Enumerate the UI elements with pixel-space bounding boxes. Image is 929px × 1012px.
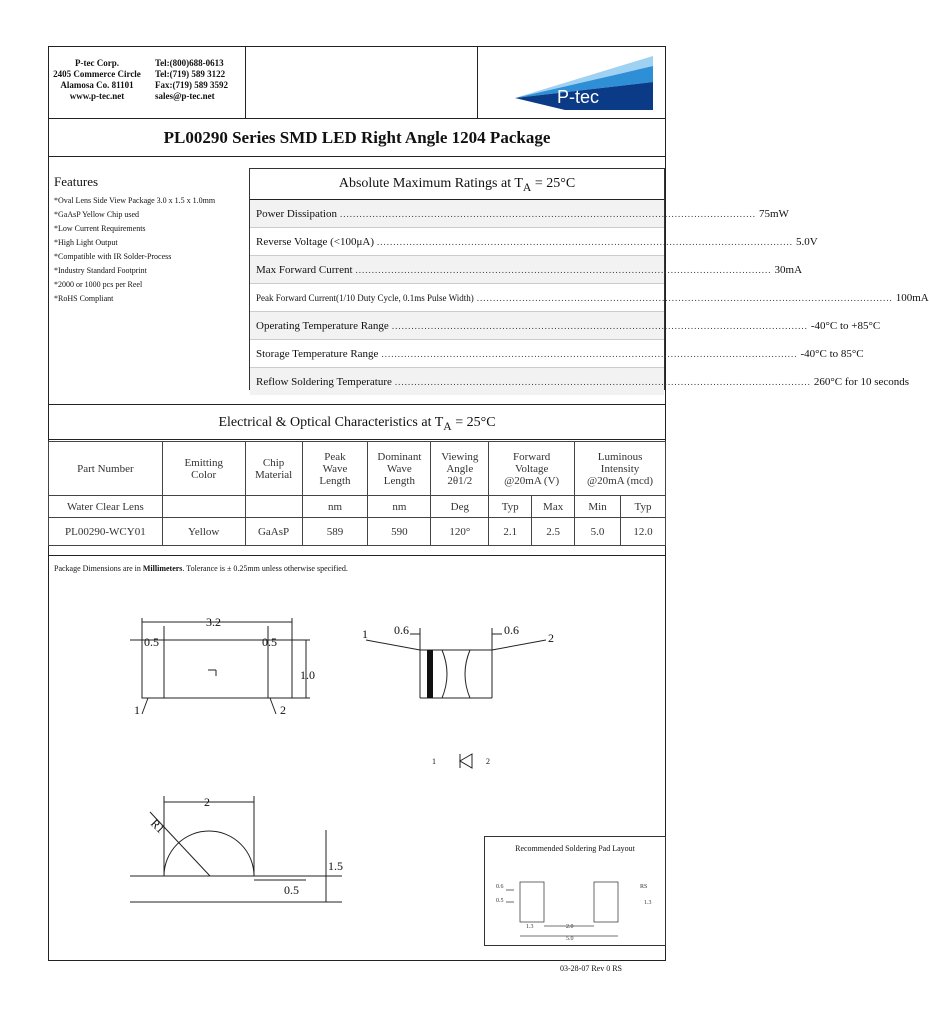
eo-th-line: @20mA (V) xyxy=(504,474,560,487)
eo-unit-peak: nm xyxy=(302,496,368,518)
eo-table xyxy=(48,441,666,546)
section-divider xyxy=(48,555,666,556)
amr-label: Reverse Voltage (<100μA) xyxy=(256,235,375,248)
amr-row-reverse-voltage xyxy=(250,228,818,256)
eo-peak: 589 xyxy=(302,518,368,546)
company-web[interactable]: www.p-tec.net xyxy=(69,91,125,101)
eo-th-line: Length xyxy=(319,474,351,487)
solder-dim: 2.0 xyxy=(566,924,574,930)
company-address-2: Alamosa Co. 81101 xyxy=(60,80,134,90)
side-pin-2-label: 2 xyxy=(548,631,554,645)
contact-email[interactable]: sales@p-tec.net xyxy=(155,91,215,101)
revision-footer: 03-28-07 Rev 0 RS xyxy=(560,964,622,973)
amr-value: -40°C to 85°C xyxy=(800,347,864,360)
dim-right-offset: 0.5 xyxy=(262,635,277,649)
eo-th-emit xyxy=(162,442,245,496)
eo-th-line: Emitting xyxy=(184,456,223,469)
amr-heading-sub: A xyxy=(522,180,532,194)
company-info xyxy=(52,58,142,102)
ptec-logo xyxy=(505,52,655,114)
circuit-cathode-label: 2 xyxy=(486,757,490,766)
amr-label: Power Dissipation xyxy=(256,207,337,220)
circuit-anode-label: 1 xyxy=(432,757,436,766)
amr-value: 75mW xyxy=(758,207,789,220)
eo-iv-typ: 12.0 xyxy=(621,518,666,546)
eo-th-line: Angle xyxy=(446,462,474,475)
feature-item: *2000 or 1000 pcs per Reel xyxy=(54,280,143,289)
eo-heading xyxy=(48,404,666,440)
amr-row-max-forward-current xyxy=(250,256,803,284)
amr-value: 5.0V xyxy=(796,235,818,248)
eo-th-line: Chip xyxy=(262,456,285,469)
package-note-tolerance: . Tolerance is ± 0.25mm unless otherwise specified. xyxy=(182,564,348,573)
amr-label: Operating Temperature Range xyxy=(256,319,389,332)
side-pin-1-label: 1 xyxy=(362,627,368,641)
feature-item: *GaAsP Yellow Chip used xyxy=(54,210,140,219)
eo-th-dominant xyxy=(368,442,431,496)
amr-leader: ................................................................................................................................ xyxy=(377,236,794,247)
eo-th-line: Length xyxy=(383,474,415,487)
lens-profile-drawing xyxy=(130,790,350,920)
amr-label: Max Forward Current xyxy=(256,263,353,276)
eo-th-line: Intensity xyxy=(600,462,640,475)
solder-dim: 0.5 xyxy=(496,898,504,904)
amr-value: -40°C to +85°C xyxy=(810,319,881,332)
dim-left-offset: 0.5 xyxy=(144,635,159,649)
eo-th-part: Part Number xyxy=(49,442,163,496)
eo-iv-min: 5.0 xyxy=(575,518,621,546)
eo-vf-typ: 2.1 xyxy=(489,518,532,546)
eo-unit-max: Max xyxy=(532,496,575,518)
eo-cell-empty xyxy=(162,496,245,518)
eo-header-row xyxy=(49,442,666,496)
eo-th-line: Forward xyxy=(513,450,551,463)
feature-item: *High Light Output xyxy=(54,238,118,247)
contact-tel-2: Tel:(719) 589 3122 xyxy=(155,69,226,79)
eo-unit-dominant: nm xyxy=(368,496,431,518)
package-note-unit: Millimeters xyxy=(142,564,183,573)
dim-side-left: 0.6 xyxy=(394,623,409,637)
contact-fax: Fax:(719) 589 3592 xyxy=(155,80,228,90)
eo-heading-suffix: = 25°C xyxy=(451,415,496,430)
contact-tel-1: Tel:(800)688-0613 xyxy=(155,58,224,68)
eo-th-chip xyxy=(245,442,302,496)
eo-th-line: Wave xyxy=(386,462,412,475)
dim-base-height: 0.5 xyxy=(284,883,299,897)
eo-th-line: Material xyxy=(254,468,293,481)
amr-leader: ................................................................................................................................ xyxy=(394,376,811,387)
eo-th-viewing xyxy=(431,442,489,496)
eo-part-number: PL00290-WCY01 xyxy=(49,518,163,546)
company-name: P-tec Corp. xyxy=(75,58,119,68)
feature-item: *Industry Standard Footprint xyxy=(54,266,147,275)
eo-unit-min: Min xyxy=(575,496,621,518)
eo-th-line: Color xyxy=(191,468,217,481)
solder-mark: RS xyxy=(640,884,648,890)
amr-leader: ................................................................................................................................ xyxy=(339,208,756,219)
header-col-divider-1 xyxy=(245,46,246,118)
eo-th-luminous xyxy=(575,442,666,496)
dim-side-right: 0.6 xyxy=(504,623,519,637)
eo-vf-max: 2.5 xyxy=(532,518,575,546)
feature-item: *Oval Lens Side View Package 3.0 x 1.5 x 1.0mm xyxy=(54,196,216,205)
side-view-cathode-band xyxy=(427,650,433,698)
amr-leader: ................................................................................................................................ xyxy=(381,348,798,359)
eo-th-peak xyxy=(302,442,368,496)
eo-th-line: 2θ1/2 xyxy=(447,474,473,487)
eo-th-line: Voltage xyxy=(514,462,549,475)
amr-row-peak-forward-current xyxy=(250,284,929,312)
eo-th-line: Viewing xyxy=(441,450,479,463)
package-note-text: Package Dimensions are in xyxy=(54,564,143,573)
solder-dim: 1.3 xyxy=(526,924,534,930)
amr-leader: ................................................................................................................................ xyxy=(476,292,893,303)
eo-th-line: Wave xyxy=(322,462,348,475)
eo-angle: 120° xyxy=(431,518,489,546)
title-divider xyxy=(48,156,666,157)
pin-1-label: 1 xyxy=(134,703,140,717)
feature-item: *Low Current Requirements xyxy=(54,224,146,233)
amr-heading-suffix: = 25°C xyxy=(531,176,576,191)
solder-dim: 0.6 xyxy=(496,884,504,890)
solder-dim: 1.3 xyxy=(644,900,652,906)
dim-height: 1.0 xyxy=(300,668,315,682)
contact-info xyxy=(155,58,245,102)
amr-row-reflow-temp xyxy=(250,368,910,395)
side-view-drawing xyxy=(360,620,560,710)
feature-item: *Compatible with IR Solder-Process xyxy=(54,252,172,261)
eo-th-line: Dominant xyxy=(377,450,422,463)
eo-chip: GaAsP xyxy=(245,518,302,546)
eo-unit-angle: Deg xyxy=(431,496,489,518)
logo-text: P-tec xyxy=(557,87,600,107)
document-title: PL00290 Series SMD LED Right Angle 1204 Package xyxy=(163,128,551,147)
amr-label: Peak Forward Current(1/10 Duty Cycle, 0.1ms Pulse Width) xyxy=(256,292,474,303)
eo-th-forward-voltage xyxy=(489,442,575,496)
eo-heading-sub: A xyxy=(443,419,452,433)
amr-label: Storage Temperature Range xyxy=(256,347,379,360)
eo-th-line: Luminous xyxy=(597,450,643,463)
features-list xyxy=(54,194,246,306)
features-heading: Features xyxy=(54,174,99,189)
package-note xyxy=(54,564,348,573)
amr-row-operating-temp xyxy=(250,312,881,340)
dim-length: 3.2 xyxy=(206,615,221,629)
amr-row-power xyxy=(250,200,789,228)
eo-heading-text: Electrical & Optical Characteristics at T xyxy=(218,415,444,430)
feature-item: *RoHS Compliant xyxy=(54,294,114,303)
amr-leader: ................................................................................................................................ xyxy=(355,264,772,275)
circuit-symbol xyxy=(428,750,500,772)
dim-lens-width: 2 xyxy=(204,795,210,809)
eo-units-row xyxy=(49,496,666,518)
amr-heading xyxy=(250,169,664,200)
dim-lens-height: 1.5 xyxy=(328,859,343,873)
amr-row-storage-temp xyxy=(250,340,864,368)
solder-dim: 5.0 xyxy=(566,936,574,942)
eo-th-line: @20mA (mcd) xyxy=(587,474,654,487)
header-divider xyxy=(48,118,666,119)
amr-value: 260°C for 10 seconds xyxy=(813,375,910,388)
amr-value: 100mA xyxy=(895,291,929,304)
eo-color: Yellow xyxy=(162,518,245,546)
eo-cell-empty xyxy=(245,496,302,518)
top-view-drawing xyxy=(120,610,330,720)
amr-leader: ................................................................................................................................ xyxy=(391,320,808,331)
absolute-max-ratings-box xyxy=(249,168,929,390)
company-address-1: 2405 Commerce Circle xyxy=(53,69,141,79)
header-col-divider-2 xyxy=(477,46,478,118)
eo-dominant: 590 xyxy=(368,518,431,546)
amr-heading-text: Absolute Maximum Ratings at T xyxy=(338,176,523,191)
solder-pad-title: Recommended Soldering Pad Layout xyxy=(515,844,635,853)
eo-unit-typ: Typ xyxy=(621,496,666,518)
eo-data-row xyxy=(49,518,666,546)
amr-label: Reflow Soldering Temperature xyxy=(256,375,392,388)
dim-radius: R1 xyxy=(147,816,168,837)
solder-pad-drawing xyxy=(490,860,660,942)
pin-2-label: 2 xyxy=(280,703,286,717)
eo-lens-label: Water Clear Lens xyxy=(49,496,163,518)
eo-unit-typ: Typ xyxy=(489,496,532,518)
amr-value: 30mA xyxy=(774,263,803,276)
eo-th-line: Peak xyxy=(324,450,346,463)
